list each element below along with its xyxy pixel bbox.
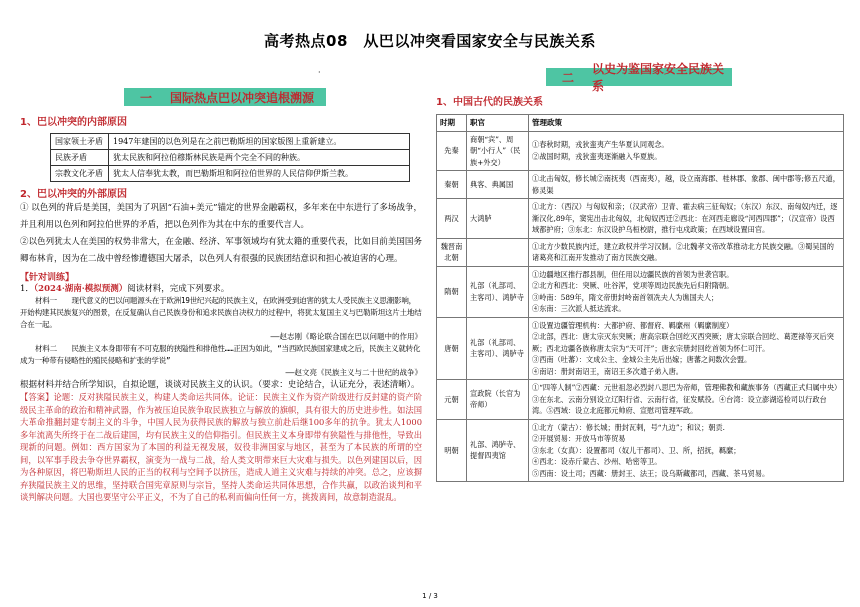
era-cell: 先秦 xyxy=(437,131,467,171)
table-row xyxy=(437,131,844,171)
table-row xyxy=(437,199,844,239)
table-row xyxy=(437,380,844,420)
table-row xyxy=(51,150,410,166)
training-label: 【针对训练】 xyxy=(20,273,75,283)
policy-line: ②北部，西北：唐太宗灭东突厥；唐高宗联合回纥灭西突厥；唐太宗联合回纥、葛逻禄等灭后突厥；西北边疆各族称唐太宗为“天可汗”；唐玄宗册封回纥首领为怀仁可汗。 xyxy=(532,332,834,353)
page-number: 1 / 3 xyxy=(422,592,438,600)
policy-cell xyxy=(529,266,844,317)
banner-number: 二 xyxy=(562,70,575,85)
question-text: 阅读材料，完成下列要求。 xyxy=(127,284,230,294)
policy-line: ①北方（蒙古）：修长城；册封瓦剌，号“九边”；和议；朝贡. xyxy=(532,422,725,432)
answer-text: 【答案】论题：反对狭隘民族主义，构建人类命运共同体。论证：民族主义作为资产阶级进行反封建的资产阶级民主革命的政治和精神武器，作为被压迫民族争取民族独立与解放的旗帜，具有很大的历史进步性。如法国大革命推翻封建专制主义的斗争，中国人民为获得民族的解放与独立前赴后继100多年的抗争。犹太人1000多年流离失所终于在二战后建国，均有民族主义的信仰指引。但民族主义本身即带有狭隘性与排他性，导致出现新的问题。例如：西方国家为了本国的利益无视发展，奴役非洲国家与地区，甚至为了本民族的所谓的空间，以军事手段去争夺世界霸权，演变为一战与二战，给人类文明带来巨大灾难与损失。以色列建国以后，因为各种原因，将巴勒斯坦人民的正当的权利与空间予以挤压，造成人道主义灾难与持续的冲突。总之，应该摒弃狭隘民族主义的思维，坚持联合国宪章原则与宗旨，坚持人类命运共同体思想，合作共赢，以政治谈判和平谈判解决问题。大国也要坚守公平正义，不为了自己的私利而偏向任何一方，挑拨离间，故意制造混乱。 xyxy=(20,392,422,502)
policy-cell xyxy=(529,419,844,482)
era-cell: 元朝 xyxy=(437,380,467,420)
table-row xyxy=(51,134,410,150)
policy-line: ④东南：三次派人抵达流求。 xyxy=(532,304,626,313)
question-line xyxy=(20,283,422,295)
policy-line: ②北方和西北：突厥、吐谷浑，党项等周边民族先后归附隋朝。 xyxy=(532,281,734,290)
stray-dot: · xyxy=(318,68,321,77)
table-row xyxy=(437,419,844,482)
section-banner-2 xyxy=(546,62,732,93)
material-1: 材料一 现代意义的巴以问题源头在于欧洲19世纪兴起的民族主义，在欧洲受到迫害的犹太人受民族主义思潮影响，开始构建其民族复兴的图景，在反复确认自己民族身份和追求民族自决权力的过程中，将犹太复国主义与巴勒斯坦这片土地结合在一起。 xyxy=(20,296,422,329)
policy-line: ③东北（女真）：设置都司（奴儿干都司）、卫、所，招抚，羁縻； xyxy=(532,445,741,455)
table-header-row xyxy=(437,115,844,132)
table-row xyxy=(51,166,410,182)
policy-line: ①春秋时期，戎狄蛮夷产生华夏认同观念。 xyxy=(532,140,669,150)
cause-value: 犹太民族和阿拉伯穆斯林民族是两个完全不同的种族。 xyxy=(109,150,410,166)
external-causes-heading: 2、巴以冲突的外部原因 xyxy=(20,189,127,200)
policy-line: ①边疆地区推行郡县制，但任用以边疆民族的首领为世袭官职。 xyxy=(532,269,734,279)
office-cell: 礼部（礼部司、主客司）、鸿胪寺 xyxy=(467,317,529,380)
citation-1: ——赵志刚《略论联合国在巴以问题中的作用》 xyxy=(270,332,422,341)
era-cell: 魏晋南北朝 xyxy=(437,238,467,266)
policy-line: ③西南（吐蕃）：文成公主、金城公主先后出嫁；唐蕃之间数次会盟。 xyxy=(532,355,752,364)
internal-causes-heading: 1、巴以冲突的内部原因 xyxy=(20,117,127,128)
policy-line: ③岭南：589年，隋文帝册封岭南首领冼夫人为谯国夫人； xyxy=(532,292,719,302)
section-banner-1 xyxy=(124,88,326,106)
policy-cell xyxy=(529,171,844,199)
ethnic-relations-heading: 1、中国古代的民族关系 xyxy=(436,97,543,108)
policy-cell xyxy=(529,131,844,171)
cause-value: 犹太人信奉犹太教，而巴勒斯坦和阿拉伯世界的人民信仰伊斯兰教。 xyxy=(109,166,410,182)
policy-line: ①北击匈奴，修长城②南抚夷（西南夷），越，设立南海郡、桂林郡、象郡、闽中郡等;修五尺道，修灵渠 xyxy=(532,174,840,195)
cause-value: 1947年建国的以色列是在之前巴勒斯坦的国家版图上重新建立。 xyxy=(109,134,410,150)
era-cell: 秦朝 xyxy=(437,171,467,199)
policy-line: ④西北：设赤斤蒙古、沙州、哈密等卫。 xyxy=(532,457,662,466)
policy-cell xyxy=(529,317,844,380)
internal-causes-table xyxy=(50,133,410,182)
policy-line: ①“四等人制”②西藏：元世祖忽必烈封八思巴为帝师，管理佛教和藏族事务（西藏正式归属中央）③在东北、云南分别设立辽阳行省、云南行省，征发赋役。④台湾：设立澎湖巡检司以行政台湾。⑤西域：设立北庭都元帅府、宣慰司管理军政。 xyxy=(532,383,838,415)
table-row xyxy=(437,266,844,317)
history-table xyxy=(436,114,844,482)
banner-text: 国际热点巴以冲突追根溯源 xyxy=(170,90,315,105)
column-header: 管理政策 xyxy=(529,115,844,132)
citation-2: ——赵文亮《民族主义与二十世纪的战争》 xyxy=(285,368,422,377)
office-cell: 宣政院（长官为帝师） xyxy=(467,380,529,420)
policy-line: ②开展贸易：开放马市等贸易 xyxy=(532,434,626,443)
material-2: 材料二 民族主义本身即带有不可克服的狭隘性和排他性……正因为如此，“当西欧民族国家建成之后，民族主义就转化成为一种带有侵略性的殖民侵略和扩张的学说” xyxy=(20,344,421,365)
external-cause-1: ① 以色列的背后是美国，美国为了巩固“石油+美元”锚定的世界金融霸权，多年来在中东进行了多场战争，并且利用以色列和阿拉伯世界的矛盾，把以色列作为其在中东的重要代言人。 xyxy=(20,203,422,230)
policy-line: ④南诏：册封南诏王，南诏王多次遣子弟入唐。 xyxy=(532,366,683,376)
table-row xyxy=(437,317,844,380)
banner-text: 以史为鉴国家安全民族关系 xyxy=(592,62,725,93)
right-column xyxy=(436,62,844,482)
column-header: 职官 xyxy=(467,115,529,132)
office-cell: 商朝“宾”、周朝“小行人”（民族+外交） xyxy=(467,131,529,171)
question-source: （2024·湖南·模拟预测） xyxy=(33,284,128,294)
office-cell: 典客、典属国 xyxy=(467,171,529,199)
policy-line: ①北方少数民族内迁，建立政权并学习汉制。②北魏孝文帝改革推动北方民族交融。③蜀吴国的诸葛亮和江南开发推动了南方民族交融。 xyxy=(532,241,834,262)
table-row xyxy=(437,238,844,266)
policy-line: ⑤西南：设土司；西藏：册封王、法王；设乌斯藏都司，西藏、茶马贸易。 xyxy=(532,468,770,478)
external-cause-2: ②以色列犹太人在美国的权势非常大，在金融、经济、军事领域均有犹太籍的重要代表，比如目前美国国务卿布林肯，因为在二战中曾经惨遭德国大屠杀，以色列人有很强的民族团结意识和担心被迫害的心理。 xyxy=(20,237,422,264)
left-column xyxy=(20,88,422,504)
office-cell: 大鸿胪 xyxy=(467,199,529,239)
office-cell: 礼部、鸿胪寺、提督四夷馆 xyxy=(467,419,529,482)
era-cell: 唐朝 xyxy=(437,317,467,380)
policy-cell xyxy=(529,380,844,420)
era-cell: 两汉 xyxy=(437,199,467,239)
policy-cell xyxy=(529,238,844,266)
document-title: 高考热点08 从巴以冲突看国家安全与民族关系 xyxy=(264,32,596,50)
office-cell: 礼部（礼部司、主客司）、鸿胪寺 xyxy=(467,266,529,317)
policy-cell xyxy=(529,199,844,239)
column-header: 时期 xyxy=(437,115,467,132)
policy-line: ①设置边疆管理机构：大都护府、都督府、羁縻州（羁縻制度） xyxy=(532,320,734,330)
era-cell: 明朝 xyxy=(437,419,467,482)
policy-line: ②战国时期，戎狄蛮夷逐渐融入华夏族。 xyxy=(532,151,662,161)
cause-key: 民族矛盾 xyxy=(51,150,109,166)
era-cell: 隋朝 xyxy=(437,266,467,317)
question-requirement: 根据材料并结合所学知识，自拟论题，谈谈对民族主义的认识。（要求：史论结合，认证充分，表述清晰）。 xyxy=(20,380,420,390)
banner-number: 一 xyxy=(140,90,153,105)
cause-key: 宗教文化矛盾 xyxy=(51,166,109,182)
question-number: 1． xyxy=(20,284,34,294)
office-cell xyxy=(467,238,529,266)
table-row xyxy=(437,171,844,199)
cause-key: 国家领土矛盾 xyxy=(51,134,109,150)
policy-line: ①北方：（西汉）与匈奴和亲；（汉武帝）卫青、霍去病三征匈奴；（东汉）东汉、南匈奴内迁，逐渐汉化,89年，窦宪出击北匈奴，北匈奴西迁②西北：在河西走廊设“河西四郡”；（汉宣帝）设西域都护府；③东北：东汉设护乌桓校尉，推行屯戍政策；在西域设置田官。 xyxy=(532,202,838,234)
